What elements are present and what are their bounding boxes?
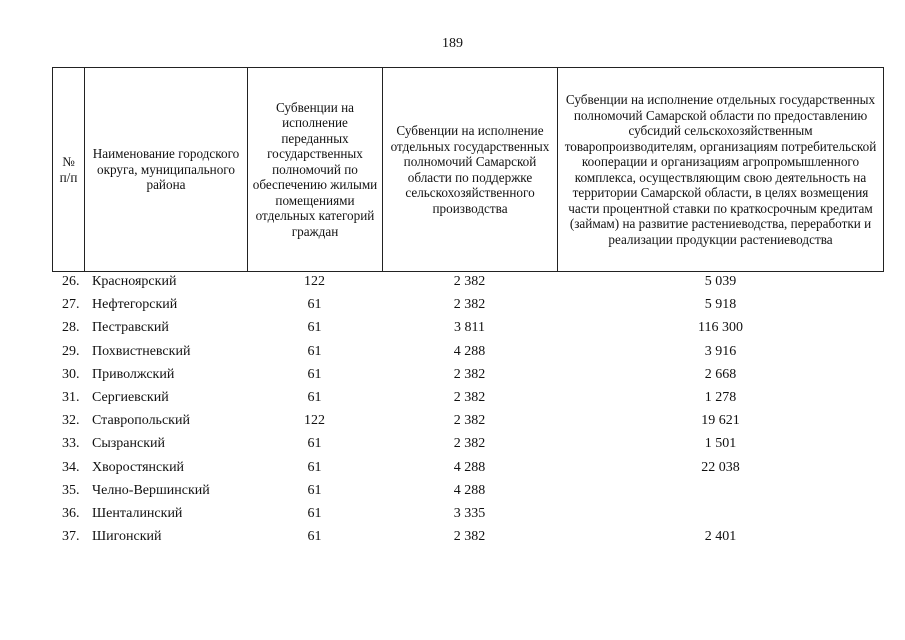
district-name: Шенталинский bbox=[92, 506, 183, 521]
interest-value: 1 501 bbox=[704, 436, 737, 452]
district-name: Пестравский bbox=[92, 320, 169, 336]
table-row bbox=[0, 434, 905, 457]
interest-value: 2 668 bbox=[704, 366, 737, 382]
interest-value: 5 039 bbox=[704, 274, 737, 289]
district-name: Ставропольский bbox=[92, 413, 190, 429]
housing-value: 61 bbox=[307, 297, 322, 313]
agri-value: 2 382 bbox=[453, 436, 486, 452]
row-number: 29. bbox=[62, 343, 80, 359]
agri-value: 2 382 bbox=[453, 366, 486, 382]
interest-value: 116 300 bbox=[698, 320, 743, 336]
housing-value: 61 bbox=[307, 436, 322, 452]
housing-value: 61 bbox=[307, 482, 322, 498]
agri-value: 2 382 bbox=[453, 390, 486, 405]
header-name bbox=[84, 67, 247, 272]
header-name-text: Наименование городского округа, муниципального района bbox=[92, 146, 240, 193]
district-name: Приволжский bbox=[92, 366, 175, 382]
interest-value: 22 038 bbox=[701, 459, 740, 475]
row-number: 30. bbox=[62, 366, 80, 382]
header-housing-subvention-text: Субвенции на исполнение переданных государственных полномочий по обеспечению жилыми помещениями отдельных категорий граждан bbox=[252, 99, 378, 239]
housing-value: 61 bbox=[307, 506, 322, 521]
header-interest-subvention bbox=[557, 67, 884, 272]
agri-value: 4 288 bbox=[453, 343, 486, 359]
table-row bbox=[0, 481, 905, 504]
table-row bbox=[0, 504, 905, 527]
row-number: 26. bbox=[62, 274, 80, 289]
row-number: 31. bbox=[62, 390, 80, 405]
row-number: 36. bbox=[62, 506, 80, 521]
district-name: Нефтегорский bbox=[92, 297, 178, 313]
interest-value: 3 916 bbox=[704, 343, 737, 359]
row-number: 32. bbox=[62, 413, 80, 429]
table-row bbox=[0, 342, 905, 365]
row-number: 35. bbox=[62, 482, 80, 498]
district-name: Сызранский bbox=[92, 436, 165, 452]
table-row bbox=[0, 411, 905, 434]
agri-value: 2 382 bbox=[453, 529, 486, 545]
district-name: Шигонский bbox=[92, 529, 162, 545]
row-number: 28. bbox=[62, 320, 80, 336]
header-agri-subvention bbox=[382, 67, 557, 272]
housing-value: 61 bbox=[307, 390, 322, 405]
header-housing-subvention bbox=[247, 67, 382, 272]
agri-value: 4 288 bbox=[453, 482, 486, 498]
row-number: 27. bbox=[62, 297, 80, 313]
housing-value: 122 bbox=[304, 274, 325, 289]
agri-value: 3 811 bbox=[454, 320, 485, 336]
table-row bbox=[0, 295, 905, 318]
district-name: Сергиевский bbox=[92, 390, 169, 405]
housing-value: 61 bbox=[307, 459, 322, 475]
district-name: Челно-Вершинский bbox=[92, 482, 210, 498]
interest-value: 5 918 bbox=[704, 297, 737, 313]
district-name: Хворостянский bbox=[92, 459, 185, 475]
agri-value: 3 335 bbox=[453, 506, 486, 521]
housing-value: 61 bbox=[307, 529, 322, 545]
table-row bbox=[0, 272, 905, 295]
interest-value: 1 278 bbox=[704, 390, 737, 405]
district-name: Красноярский bbox=[92, 274, 177, 289]
header-interest-subvention-text: Субвенции на исполнение отдельных государственных полномочий Самарской области по предоставлению субсидий сельскохозяйственным товаропроизводителям, организациям потребительской кооперации и организациям агропромышленного комплекса, осуществляющим свою деятельность на территории Самарской области, в целях возмещения части процентной ставки по краткосрочным кредитам (займам) на развитие растениеводства, переработки и реализации продукции растениеводства bbox=[564, 92, 877, 247]
agri-value: 2 382 bbox=[453, 274, 486, 289]
agri-value: 4 288 bbox=[453, 459, 486, 475]
housing-value: 61 bbox=[307, 320, 322, 336]
table-row bbox=[0, 388, 905, 411]
table-row bbox=[0, 527, 905, 550]
table-row bbox=[0, 318, 905, 341]
interest-value: 19 621 bbox=[701, 413, 740, 429]
district-name: Похвистневский bbox=[92, 343, 191, 359]
housing-value: 122 bbox=[304, 413, 325, 429]
agri-value: 2 382 bbox=[453, 413, 486, 429]
header-agri-subvention-text: Субвенции на исполнение отдельных государственных полномочий Самарской области по поддержке сельскохозяйственного производства bbox=[390, 123, 550, 216]
page-number: 189 bbox=[442, 36, 463, 51]
row-number: 34. bbox=[62, 459, 80, 475]
agri-value: 2 382 bbox=[453, 297, 486, 313]
row-number: 33. bbox=[62, 436, 80, 452]
housing-value: 61 bbox=[307, 343, 322, 359]
table-row bbox=[0, 365, 905, 388]
table-row bbox=[0, 458, 905, 481]
header-num-text: № п/п bbox=[59, 154, 78, 185]
housing-value: 61 bbox=[307, 366, 322, 382]
row-number: 37. bbox=[62, 529, 80, 545]
header-num bbox=[52, 67, 84, 272]
interest-value: 2 401 bbox=[704, 529, 737, 545]
